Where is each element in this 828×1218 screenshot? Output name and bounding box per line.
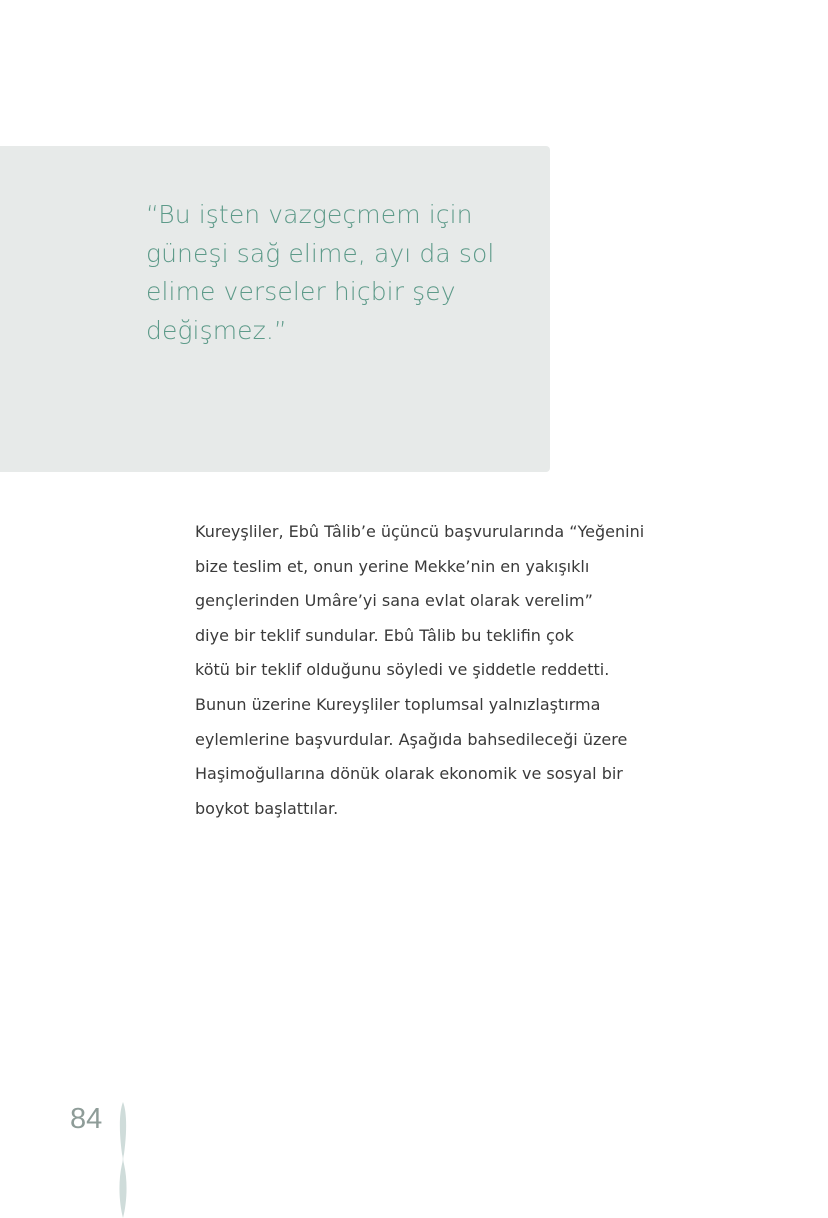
leaf-ornament-icon: [114, 1102, 132, 1218]
body-line: boykot başlattılar.: [195, 798, 339, 818]
quote-line: değişmez.”: [146, 315, 287, 345]
body-line: Kureyşliler, Ebû Tâlib’e üçüncü başvurularında “Yeğenini: [195, 522, 645, 541]
quote-line: elime verseler hiçbir şey: [146, 277, 456, 306]
body-line: bize teslim et, onun yerine Mekke’nin en yakışıklı: [195, 556, 590, 576]
body-line: Bunun üzerine Kureyşliler toplumsal yalnızlaştırma: [195, 694, 601, 714]
body-line: Haşimoğullarına dönük olarak ekonomik ve sosyal bir: [195, 764, 623, 784]
quote-line: “Bu işten vazgeçmem için: [146, 200, 473, 229]
body-line: kötü bir teklif olduğunu söyledi ve şiddetle reddetti.: [195, 660, 610, 680]
body-line: diye bir teklif sundular. Ebû Tâlib bu teklifin çok: [195, 625, 574, 645]
page-number: 84: [70, 1103, 103, 1135]
pull-quote: [146, 196, 494, 350]
body-line: eylemlerine başvurdular. Aşağıda bahsedileceği üzere: [195, 729, 628, 749]
body-paragraph: [195, 515, 644, 826]
body-line: gençlerinden Umâre’yi sana evlat olarak verelim”: [195, 591, 593, 611]
quote-line: güneşi sağ elime, ayı da sol: [146, 238, 495, 268]
